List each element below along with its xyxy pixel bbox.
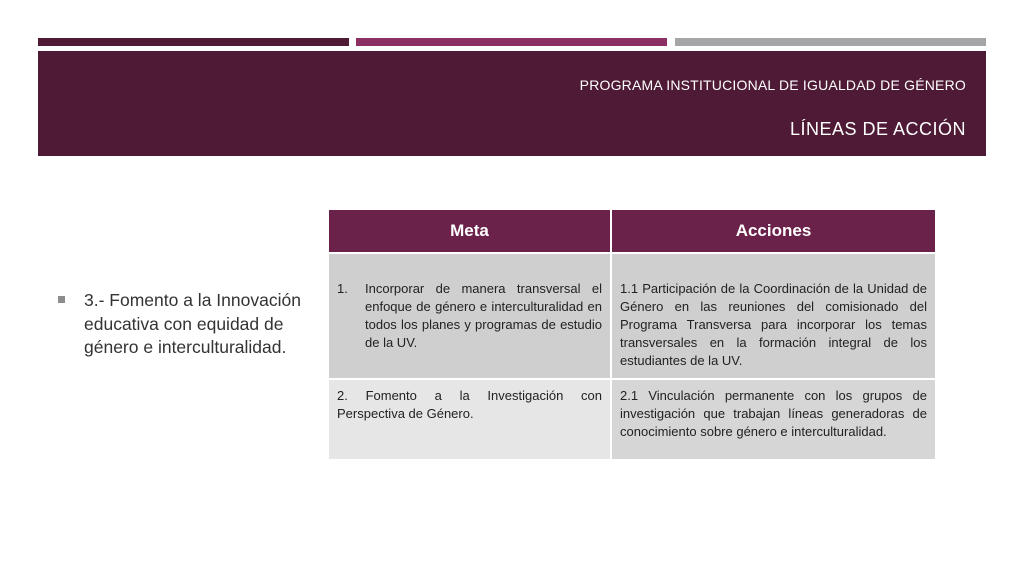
accent-bar-gray <box>675 38 986 46</box>
slide-title: LÍNEAS DE ACCIÓN <box>789 119 966 139</box>
square-bullet-icon <box>58 296 65 303</box>
accent-bar-dark <box>38 38 349 46</box>
meta-number: 1. <box>337 281 348 296</box>
acciones-cell: 2.1 Vinculación permanente con los grupos de investigación que trabajan líneas generadoras de conocimiento sobre género e interculturalidad. <box>611 379 935 460</box>
meta-text: Incorporar de manera transversal el enfoque de género e interculturalidad en todos los planes y programas de estudio de la UV. <box>365 281 602 350</box>
table-header-row <box>329 210 935 253</box>
meta-cell: 2. Fomento a la Investigación con Perspectiva de Género. <box>329 379 611 460</box>
program-subtitle: PROGRAMA INSTITUCIONAL DE IGUALDAD DE GÉNERO <box>579 77 966 93</box>
table-row <box>329 379 935 460</box>
column-header-acciones: Acciones <box>611 210 935 253</box>
slide-header <box>38 51 986 156</box>
table-row <box>329 253 935 379</box>
acciones-cell: 1.1 Participación de la Coordinación de la Unidad de Género en las reuniones del comisionado del Programa Transversa para incorporar los temas transversales en la formación integral de los estudiantes de la UV. <box>611 253 935 379</box>
accent-bar-magenta <box>356 38 667 46</box>
actions-table <box>329 210 935 461</box>
meta-cell <box>329 253 611 379</box>
column-header-meta: Meta <box>329 210 611 253</box>
bullet-text: 3.- Fomento a la Innovación educativa con equidad de género e interculturalidad. <box>84 290 301 357</box>
bullet-item <box>58 289 310 360</box>
